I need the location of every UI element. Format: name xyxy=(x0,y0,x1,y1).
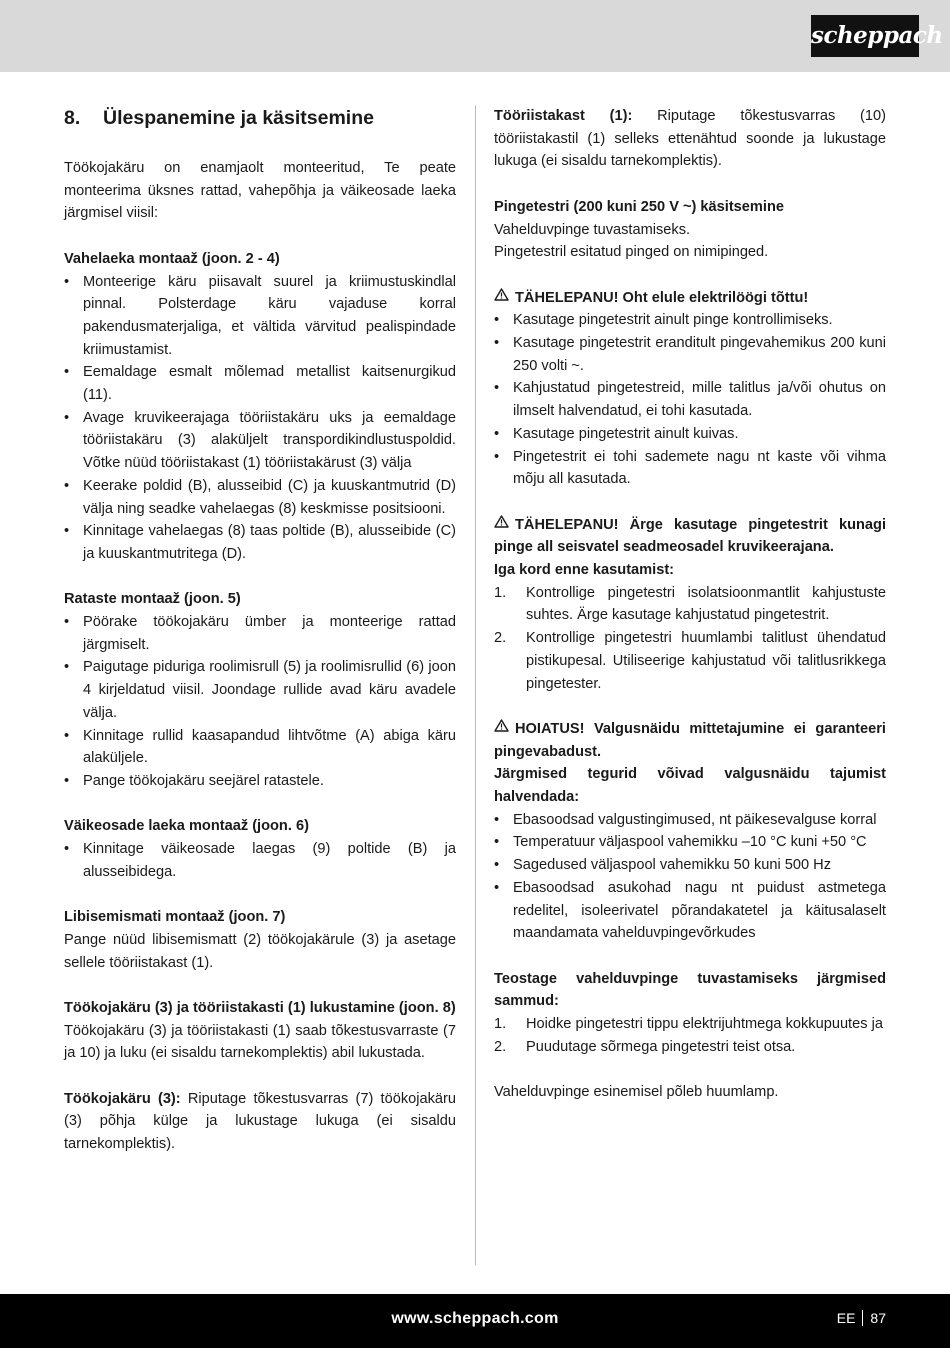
list-item: • Sagedused väljaspool vahemikku 50 kuni 500 Hz xyxy=(494,854,886,877)
warning-2-subheading: Iga kord enne kasutamist: xyxy=(494,562,675,579)
list-item xyxy=(494,1036,886,1059)
column-divider xyxy=(475,105,476,1265)
list-item: • Kasutage pingetestrit ainult kuivas. xyxy=(494,423,886,446)
intro-paragraph: Töökojakäru on enamjaolt monteeritud, Te peate monteerima üksnes rattad, vahepõhja ja väikeosade laeka järgmisel viisil: xyxy=(64,160,456,222)
step-text: Kontrollige pingetestri isolatsioonmantlit kahjustuste suhtes. Ärge kasutage kahjustatud pingetestrit. xyxy=(526,584,886,624)
step-number: 2. xyxy=(494,1038,507,1055)
list-item: • Kinnitage väikeosade laegas (9) poltide (B) ja alusseibidega. xyxy=(64,838,456,883)
step-text: Hoidke pingetestri tippu elektrijuhtmega kokkupuutes ja xyxy=(526,1016,883,1033)
detect-steps xyxy=(494,1013,886,1058)
lock-text: Töökojakäru (3) ja tööriistakasti (1) saab tõkestusvarraste (7 ja 10) ja luku (ei sisaldu tarnekomplektis) abil lukustada. xyxy=(64,1022,456,1062)
step-number: 1. xyxy=(494,1016,507,1033)
page-number: 87 xyxy=(870,1310,886,1326)
parts-box-heading: Väikeosade laeka montaaž (joon. 6) xyxy=(64,818,309,835)
parts-box-steps xyxy=(64,838,456,883)
warning-triangle-icon xyxy=(494,286,509,309)
list-item: • Kinnitage vahelaegas (8) taas poltide (B), alusseibide (C) ja kuuskantmutritega (D). xyxy=(64,520,456,565)
page-indicator xyxy=(837,1310,886,1326)
section-title-text: Ülespanemine ja käsitsemine xyxy=(103,107,374,129)
cart-paragraph xyxy=(64,1088,456,1156)
list-item: • Pöörake töökojakäru ümber ja monteerige rattad järgmiselt. xyxy=(64,611,456,656)
warning-1-list xyxy=(494,309,886,491)
list-item: • Kahjustatud pingetestreid, mille talitlus ja/või ohutus on ilmselt halvendatud, ei tohi kasutada. xyxy=(494,377,886,422)
warning-1-heading: TÄHELEPANU! Oht elule elektrilöögi tõttu! xyxy=(515,289,809,306)
warning-2 xyxy=(494,514,886,559)
header-bar xyxy=(0,0,950,72)
wheels-steps xyxy=(64,611,456,793)
list-item: • Pange töökojakäru seejärel ratastele. xyxy=(64,770,456,793)
list-item: • Temperatuur väljaspool vahemikku –10 °C kuni +50 °C xyxy=(494,831,886,854)
list-item: • Ebasoodsad valgustingimused, nt päikesevalguse korral xyxy=(494,809,886,832)
section-number: 8. xyxy=(64,107,81,129)
tester-line: Vahelduvpinge tuvastamiseks. xyxy=(494,221,691,238)
warning-3 xyxy=(494,718,886,763)
warning-2-heading: TÄHELEPANU! Ärge kasutage pingetestrit kunagi pinge all seisvatel seadmeosadel kruvikeerajana. xyxy=(494,516,886,556)
step-number: 2. xyxy=(494,630,507,647)
list-item: • Avage kruvikeerajaga tööriistakäru uks ja eemaldage tööriistakäru (3) alaküljelt transpordikindlustuspoldid. Võtke nüüd tööriistakast (1) tööriistakärust (3) välja xyxy=(64,407,456,475)
toolbox-text: Riputage tõkestusvarras (10) tööriistakastil (1) selleks ettenähtud soonde ja lukustage lukuga (ei sisaldu tarnekomplektis). xyxy=(494,108,886,170)
toolbox-paragraph xyxy=(494,105,886,173)
list-item xyxy=(494,582,886,627)
warning-3-list xyxy=(494,809,886,945)
list-item xyxy=(494,1013,886,1036)
warning-triangle-icon xyxy=(494,513,509,536)
tester-line: Pingetestril esitatud pinged on nimipinged. xyxy=(494,244,769,261)
step-number: 1. xyxy=(494,584,507,601)
tester-heading: Pingetestri (200 kuni 250 V ~) käsitsemine xyxy=(494,198,784,215)
left-column xyxy=(64,105,456,1156)
list-item: • Kasutage pingetestrit ainult pinge kontrollimiseks. xyxy=(494,309,886,332)
list-item xyxy=(494,627,886,695)
right-column xyxy=(494,105,886,1104)
footer-bar xyxy=(0,1294,950,1348)
list-item: • Paigutage piduriga roolimisrull (5) ja roolimisrullid (6) joon 4 kirjeldatud viisil. Joondage rullide avad käru avadele välja. xyxy=(64,656,456,724)
cart-text: Riputage tõkestusvarras (7) töökojakäru (3) põhja külge ja lukustage lukuga (ei sisaldu tarnekomplektis). xyxy=(64,1090,456,1153)
list-item: • Ebasoodsad asukohad nagu nt puidust astmetega redelitel, isoleerivatel põrandakatetel ja käitusalaselt maandamata vahelduvpingevõrkudes xyxy=(494,877,886,945)
step-text: Kontrollige pingetestri huumlambi talitlust ühendatud pistikupesal. Utiliseerige kahjustatud või talitlusrikkega pingetester. xyxy=(526,630,886,692)
detect-heading: Teostage vahelduvpinge tuvastamiseks järgmised sammud: xyxy=(494,970,886,1010)
brand-logo: scheppach xyxy=(811,15,919,57)
list-item: • Kasutage pingetestrit eranditult pingevahemikus 200 kuni 250 volti ~. xyxy=(494,332,886,377)
mat-heading: Libisemismati montaaž (joon. 7) xyxy=(64,909,286,926)
wheels-heading: Rataste montaaž (joon. 5) xyxy=(64,591,241,608)
mat-text: Pange nüüd libisemismatt (2) töökojakärule (3) ja asetage sellele tööriistakast (1). xyxy=(64,931,456,971)
page-separator xyxy=(862,1310,863,1326)
shelf-steps xyxy=(64,271,456,566)
list-item: • Kinnitage rullid kaasapandud lihtvõtme (A) abiga käru alaküljele. xyxy=(64,725,456,770)
shelf-heading: Vahelaeka montaaž (joon. 2 - 4) xyxy=(64,250,280,267)
warning-3-subheading: Järgmised tegurid võivad valgusnäidu tajumist halvendada: xyxy=(494,766,886,806)
warning-triangle-icon xyxy=(494,717,509,740)
lock-heading: Töökojakäru (3) ja tööriistakasti (1) lukustamine (joon. 8) xyxy=(64,999,456,1016)
language-code: EE xyxy=(836,1310,856,1326)
warning-3-heading: HOIATUS! Valgusnäidu mittetajumine ei garanteeri pingevabadust. xyxy=(494,720,886,760)
warning-1 xyxy=(494,287,886,310)
list-item: • Pingetestrit ei tohi sademete nagu nt kaste või vihma mõju all kasutada. xyxy=(494,446,886,491)
list-item: • Monteerige käru piisavalt suurel ja kriimustuskindlal pinnal. Polsterdage käru vajaduse korral pakendusmaterjaliga, et vältida värvitud pealispindade kriimustamist. xyxy=(64,271,456,362)
cart-label: Töökojakäru (3): xyxy=(64,1090,181,1107)
step-text: Puudutage sõrmega pingetestri teist otsa. xyxy=(526,1038,796,1055)
website-link[interactable]: www.scheppach.com xyxy=(391,1310,559,1327)
list-item: • Eemaldage esmalt mõlemad metallist kaitsenurgikud (11). xyxy=(64,361,456,406)
warning-2-steps xyxy=(494,582,886,696)
closing-text: Vahelduvpinge esinemisel põleb huumlamp. xyxy=(494,1084,779,1101)
list-item: • Keerake poldid (B), alusseibid (C) ja kuuskantmutrid (D) välja ning seadke vahelaegas (8) keskmisse positsiooni. xyxy=(64,475,456,520)
section-title xyxy=(64,105,456,131)
toolbox-label: Tööriistakast (1): xyxy=(494,108,633,124)
